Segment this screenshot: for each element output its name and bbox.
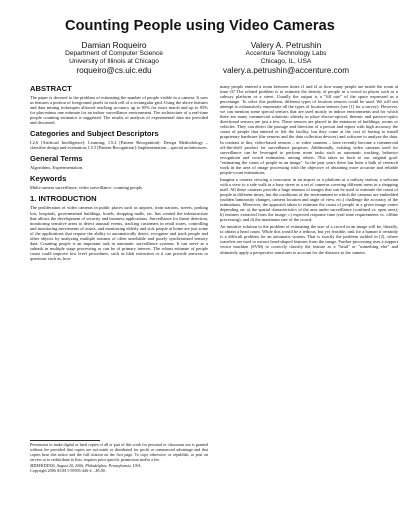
author-1: [28, 40, 200, 76]
copyright-text: Copyright 2006 ACM 1-59593-446-4 ...$5.00.: [30, 468, 106, 474]
author-affiliation: University of Illinois at Chicago: [69, 58, 159, 65]
paper-title: Counting People using Video Cameras: [65, 18, 335, 34]
keywords-text: Multi-camera surveillance, video surveillance, counting people.: [30, 185, 144, 191]
author-affiliation: Chicago, IL, USA: [260, 58, 312, 65]
permission-footnote: [30, 443, 208, 474]
categories-text: I.2.6 [Artificial Intelligence]: Learning; I.5.2 [Pattern Recognition]: Design Methodology – classifier design and evaluation; I.5.5 [Pattern Recognition]: Implementation – special architectures.: [30, 140, 208, 151]
author-affiliation: Accenture Technology Labs: [245, 50, 327, 57]
introduction-text: The proliferation of video cameras in public places such as airports, train stations, streets, parking lots, hospitals, governmental buildings, hotels, shopping malls, etc. has created the infrastructure that allows the development of security and business applications. Surveillance for threat detection, monitoring sensitive areas to detect unusual events, tracking customers in retail stores, controlling and monitoring movements of assets, and monitoring elderly and sick people at home are just some of the applications that require the ability to automatically detect, recognize and track people and other objects by analyzing multiple streams of often unreliable and poorly synchronized sensory data. Counting people is an important task in automatic surveillance systems. It can serve as a subtask in multiple stage processing or can be of primary interest. The robust estimate of people count could improve low level procedures, such as blob extraction or it can provide answers to questions such as, how: [30, 205, 208, 261]
author-affiliation: Department of Computer Science: [65, 50, 163, 57]
body-paragraph: many people entered a room between times t1 and t2 or how many people are inside the room at time t3? The related problem is to estimate the density of people in a crowd in places such as a subway platform or a street. Usually the output is a "fill rate" of the space expressed as a percentage. To solve this problem, different types of location sensors could be used. We will not attempt to exhaustively enumerate all the types of location sensors (see [1] for a survey). However, we can mention some special sensors that are used mostly in indoor environments and for which there are many commercial solutions: already in place electro-optical, thermic and passive-optics directional sensors are just a few. These sensors are placed in the entrances of buildings, rooms or vehicles. They can detect the passage and direction of a person and report with high accuracy the count of people that entered or left the facility, but they come at the cost of having to install proprietary hardware (the sensors and the data collection devices) and software to analyze the data. In contrast to this, video-based sensors – or video cameras – have recently become a commercial off-the-shelf product for surveillance purposes. Additionally, existing video cameras used for surveillance can be leveraged to perform more tasks such as automatic tracking, behavior recognition and crowd estimation, among others. This takes us back to our original goal: "estimating the count of people in an image". In the past years there has been a bulk of research work in the area of image processing with the objective of obtaining more accurate and reliable people-count estimations.: [220, 84, 398, 175]
body-paragraph: An intuitive solution to the problem of estimating the size of a crowd in an image will be, literally, to obtain a head count. While this would be a tedious, but yet feasible, task for a human it certainly is a difficult problem for an automatic system. That is exactly the problem tackled in [2], where wavelets are used to extract head-shaped features from the image. Further processing uses a support vector machine (SVM) to correctly classify the feature as a "head" or "something else" and ultimately apply a perspective transform to account for the distance to the camera.: [220, 224, 398, 255]
body-paragraph: Imagine a camera viewing a concourse in an airport or a platform at a railway station; a webcam with a view to a side walk in a busy street or a set of cameras covering different areas in a shopping mall. All these cameras provide a huge amount of images that can be used to estimate the count of people at different times, but the conditions of the environment in which the cameras are embedded (sudden luminosity changes, camera location and angle of view, etc.) challenge the accuracy of the estimations. Moreover, the approach taken to estimate the count of people in a given image varies depending on: a) the spatial characteristics of the area under surveillance (confined vs. open area); b) features extracted from the image; c) expected response time (real time requirements vs. offline processing); and d) the maximum size of the crowd.: [220, 176, 398, 223]
left-column: [30, 84, 208, 261]
author-email: valery.a.petrushin@accenture.com: [222, 66, 350, 75]
general-terms-text: Algorithms, Experimentation.: [30, 165, 84, 171]
right-column: [220, 84, 398, 255]
keywords-heading: Keywords: [30, 174, 67, 184]
categories-heading: Categories and Subject Descriptors: [30, 129, 159, 139]
author-2: [200, 40, 372, 76]
general-terms-heading: General Terms: [30, 154, 83, 164]
venue-text: MDM/KDD'06, August 20, 2006, Philadelphia, Pennsylvania, USA.: [30, 463, 142, 469]
permission-text: Permission to make digital or hard copies of all or part of this work for personal or classroom use is granted without fee provided that copies are not made or distributed for profit or commercial advantage and that copies bear this notice and the full citation on the first page. To copy otherwise, or republish, to post on servers or to redistribute to lists, requires prior specific permission and/or a fee.: [30, 442, 208, 462]
author-name: Valery A. Petrushin: [250, 40, 322, 50]
footnote-rule: [30, 440, 100, 441]
author-block: [28, 40, 372, 76]
author-email: roqueiro@cs.uic.edu: [76, 66, 152, 75]
abstract-text: The paper is devoted to the problem of estimating the number of people visible in a camera. It uses as features a portion of foreground pixels in each cell of a rectangular grid. Using the above features and data mining techniques allowed reaching accuracy up to 85% for exact match and up to 95% for plus-minus one estimate for an indoor surveillance environment. The architecture of a real-time people counting estimator is suggested. The results of analysis of experimental data are provided and discussed.: [30, 95, 208, 126]
introduction-heading: 1. INTRODUCTION: [30, 194, 97, 204]
author-name: Damian Roqueiro: [81, 40, 147, 50]
abstract-heading: ABSTRACT: [30, 84, 72, 93]
